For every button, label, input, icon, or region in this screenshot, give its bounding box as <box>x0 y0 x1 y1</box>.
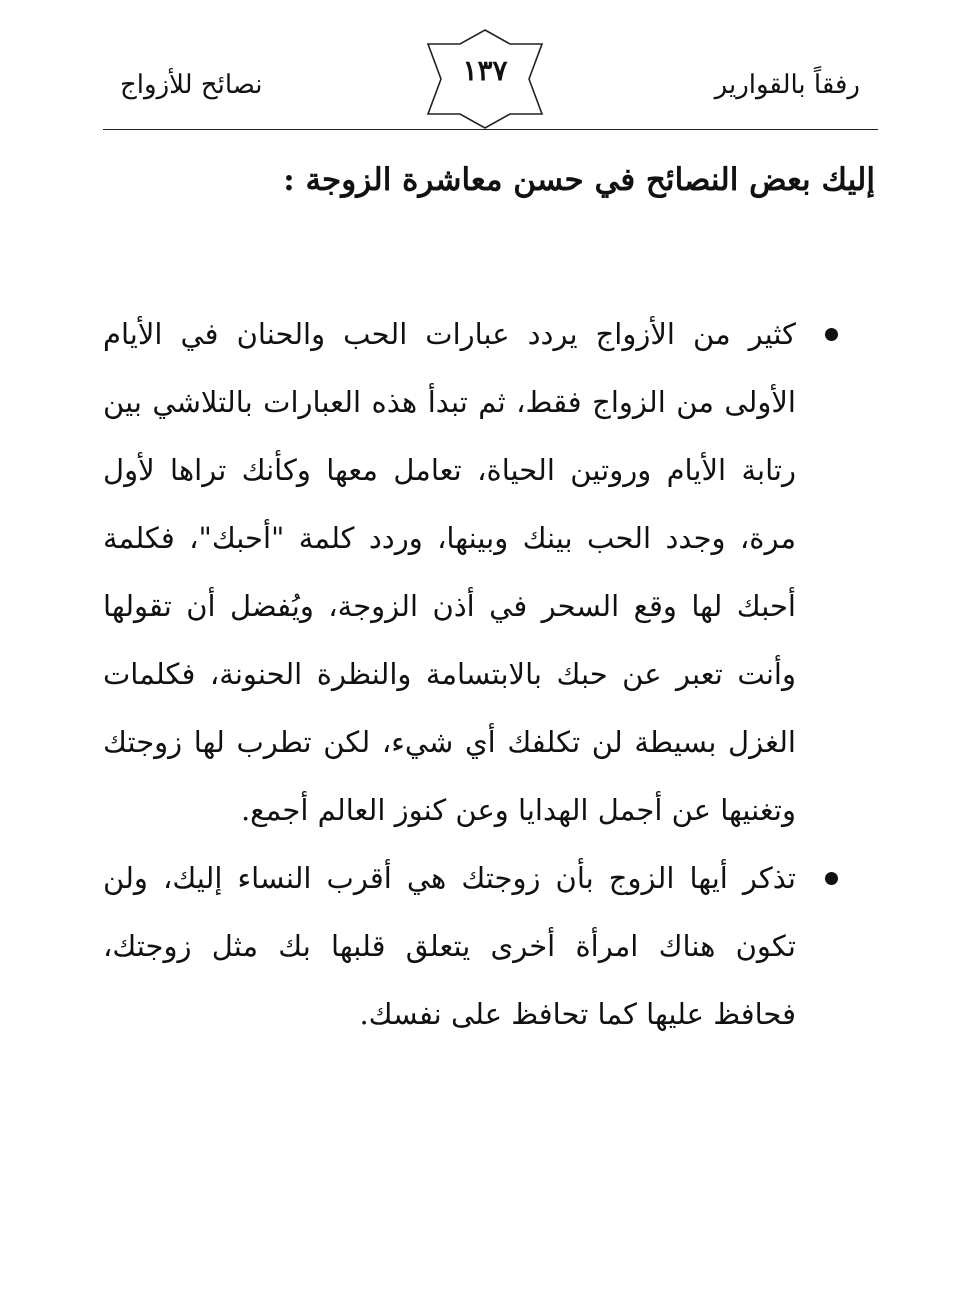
page-number-badge <box>426 28 544 130</box>
page-header <box>0 0 980 140</box>
list-item-text: كثير من الأزواج يردد عبارات الحب والحنان في الأيام الأولى من الزواج فقط، ثم تبدأ هذه العبارات بالتلاشي بين رتابة الأيام وروتين الحياة، تعامل معها وكأنك تراها لأول مرة، وجدد الحب بينك وبينها، وردد كلمة "أحبك"، فكلمة أحبك لها وقع السحر في أذن الزوجة، ويُفضل أن تقولها وأنت تعبر عن حبك بالابتسامة والنظرة الحنونة، فكلمات الغزل بسيطة لن تكلفك أي شيء، لكن تطرب لها زوجتك وتغنيها عن أجمل الهدايا وعن كنوز العالم أجمع. <box>103 317 796 827</box>
list-item-text: تذكر أيها الزوج بأن زوجتك هي أقرب النساء إليك، ولن تكون هناك امرأة أخرى يتعلق قلبها بك مثل زوجتك، فحافظ عليها كما تحافظ على نفسك. <box>103 861 796 1031</box>
bullet-icon <box>825 328 838 341</box>
advice-list <box>103 300 838 1048</box>
list-item <box>103 300 838 844</box>
bullet-icon <box>825 872 838 885</box>
header-divider <box>103 129 878 130</box>
list-item <box>103 844 838 1048</box>
section-heading: إليك بعض النصائح في حسن معاشرة الزوجة : <box>283 162 875 198</box>
page-number: ١٣٧ <box>462 54 508 87</box>
chapter-title: نصائح للأزواج <box>120 70 263 100</box>
book-title: رفقاً بالقوارير <box>714 70 860 100</box>
